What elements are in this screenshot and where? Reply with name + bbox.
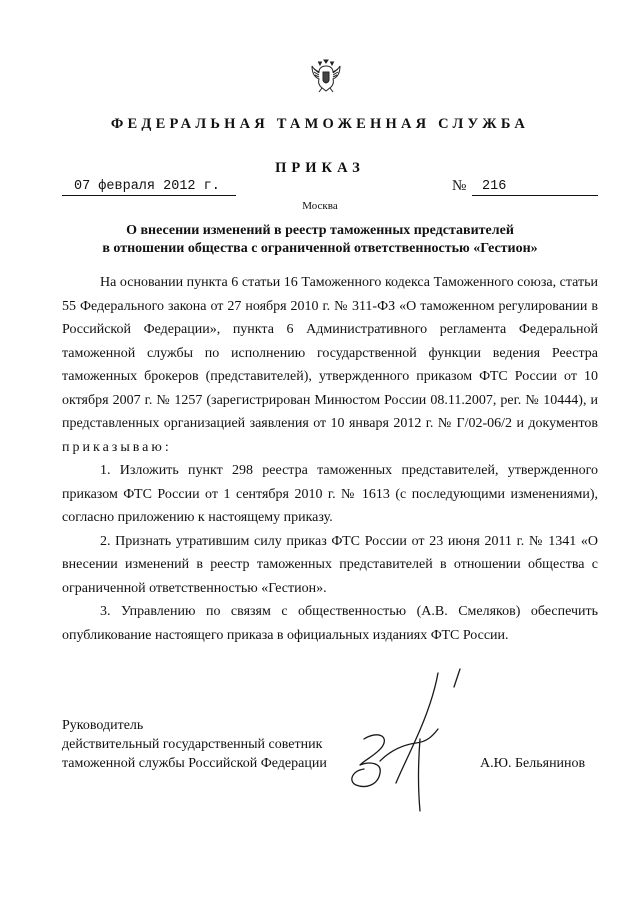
signer-line-3: таможенной службы Российской Федерации [62, 756, 327, 771]
document-type: ПРИКАЗ [275, 160, 365, 176]
document-title-line-2: в отношении общества с ограниченной ответственностью «Гестион» [102, 241, 538, 256]
order-item-2: 2. Признать утратившим силу приказ ФТС России от 23 июня 2011 г. № 1341 «О внесении изменений в реестр таможенных представителей в отношении общества с ограниченной ответственностью «Гестион». [62, 533, 598, 596]
order-colon: : [164, 439, 169, 455]
order-word: приказываю [62, 439, 165, 455]
preamble-paragraph [62, 271, 598, 459]
preamble-text: На основании пункта 6 статьи 16 Таможенного кодекса Таможенного союза, статьи 55 Федерального закона от 27 ноября 2010 г. № 311-ФЗ «О таможенном регулировании в Российской Федерации», пункта 6 Административного регламента Федеральной таможенной службы по исполнению государственной функции ведения Реестра таможенных брокеров (представителей), утвержденного приказом ФТС России от 10 октября 2007 г. № 1257 (зарегистрирован Минюстом России 08.11.2007, рег. № 10444), и представленных организацией заявления от 10 января 2012 г. № Г/02-06/2 и документов [62, 275, 598, 431]
document-title-line-1: О внесении изменений в реестр таможенных представителей [126, 223, 514, 238]
document-body [62, 271, 598, 647]
order-item-3: 3. Управлению по связям с общественностью (А.В. Смеляков) обеспечить опубликование настоящего приказа в официальных изданиях ФТС России. [62, 604, 598, 643]
document-date: 07 февраля 2012 г. [62, 179, 236, 196]
handwritten-signature [330, 665, 470, 815]
signer-line-2: действительный государственный советник [62, 737, 323, 752]
agency-name: ФЕДЕРАЛЬНАЯ ТАМОЖЕННАЯ СЛУЖБА [110, 116, 530, 132]
order-item-1: 1. Изложить пункт 298 реестра таможенных представителей, утвержденного приказом ФТС России от 1 сентября 2010 г. № 1613 (с последующими изменениями), согласно приложению к настоящему приказу. [62, 463, 598, 525]
signer-position [62, 716, 327, 773]
document-number: 216 [472, 179, 598, 196]
coat-of-arms-icon [311, 58, 341, 94]
city: Москва [302, 200, 338, 212]
signer-name: А.Ю. Бельянинов [480, 756, 586, 771]
number-label: № [452, 178, 467, 194]
document-title [0, 222, 640, 258]
signer-line-1: Руководитель [62, 718, 144, 733]
